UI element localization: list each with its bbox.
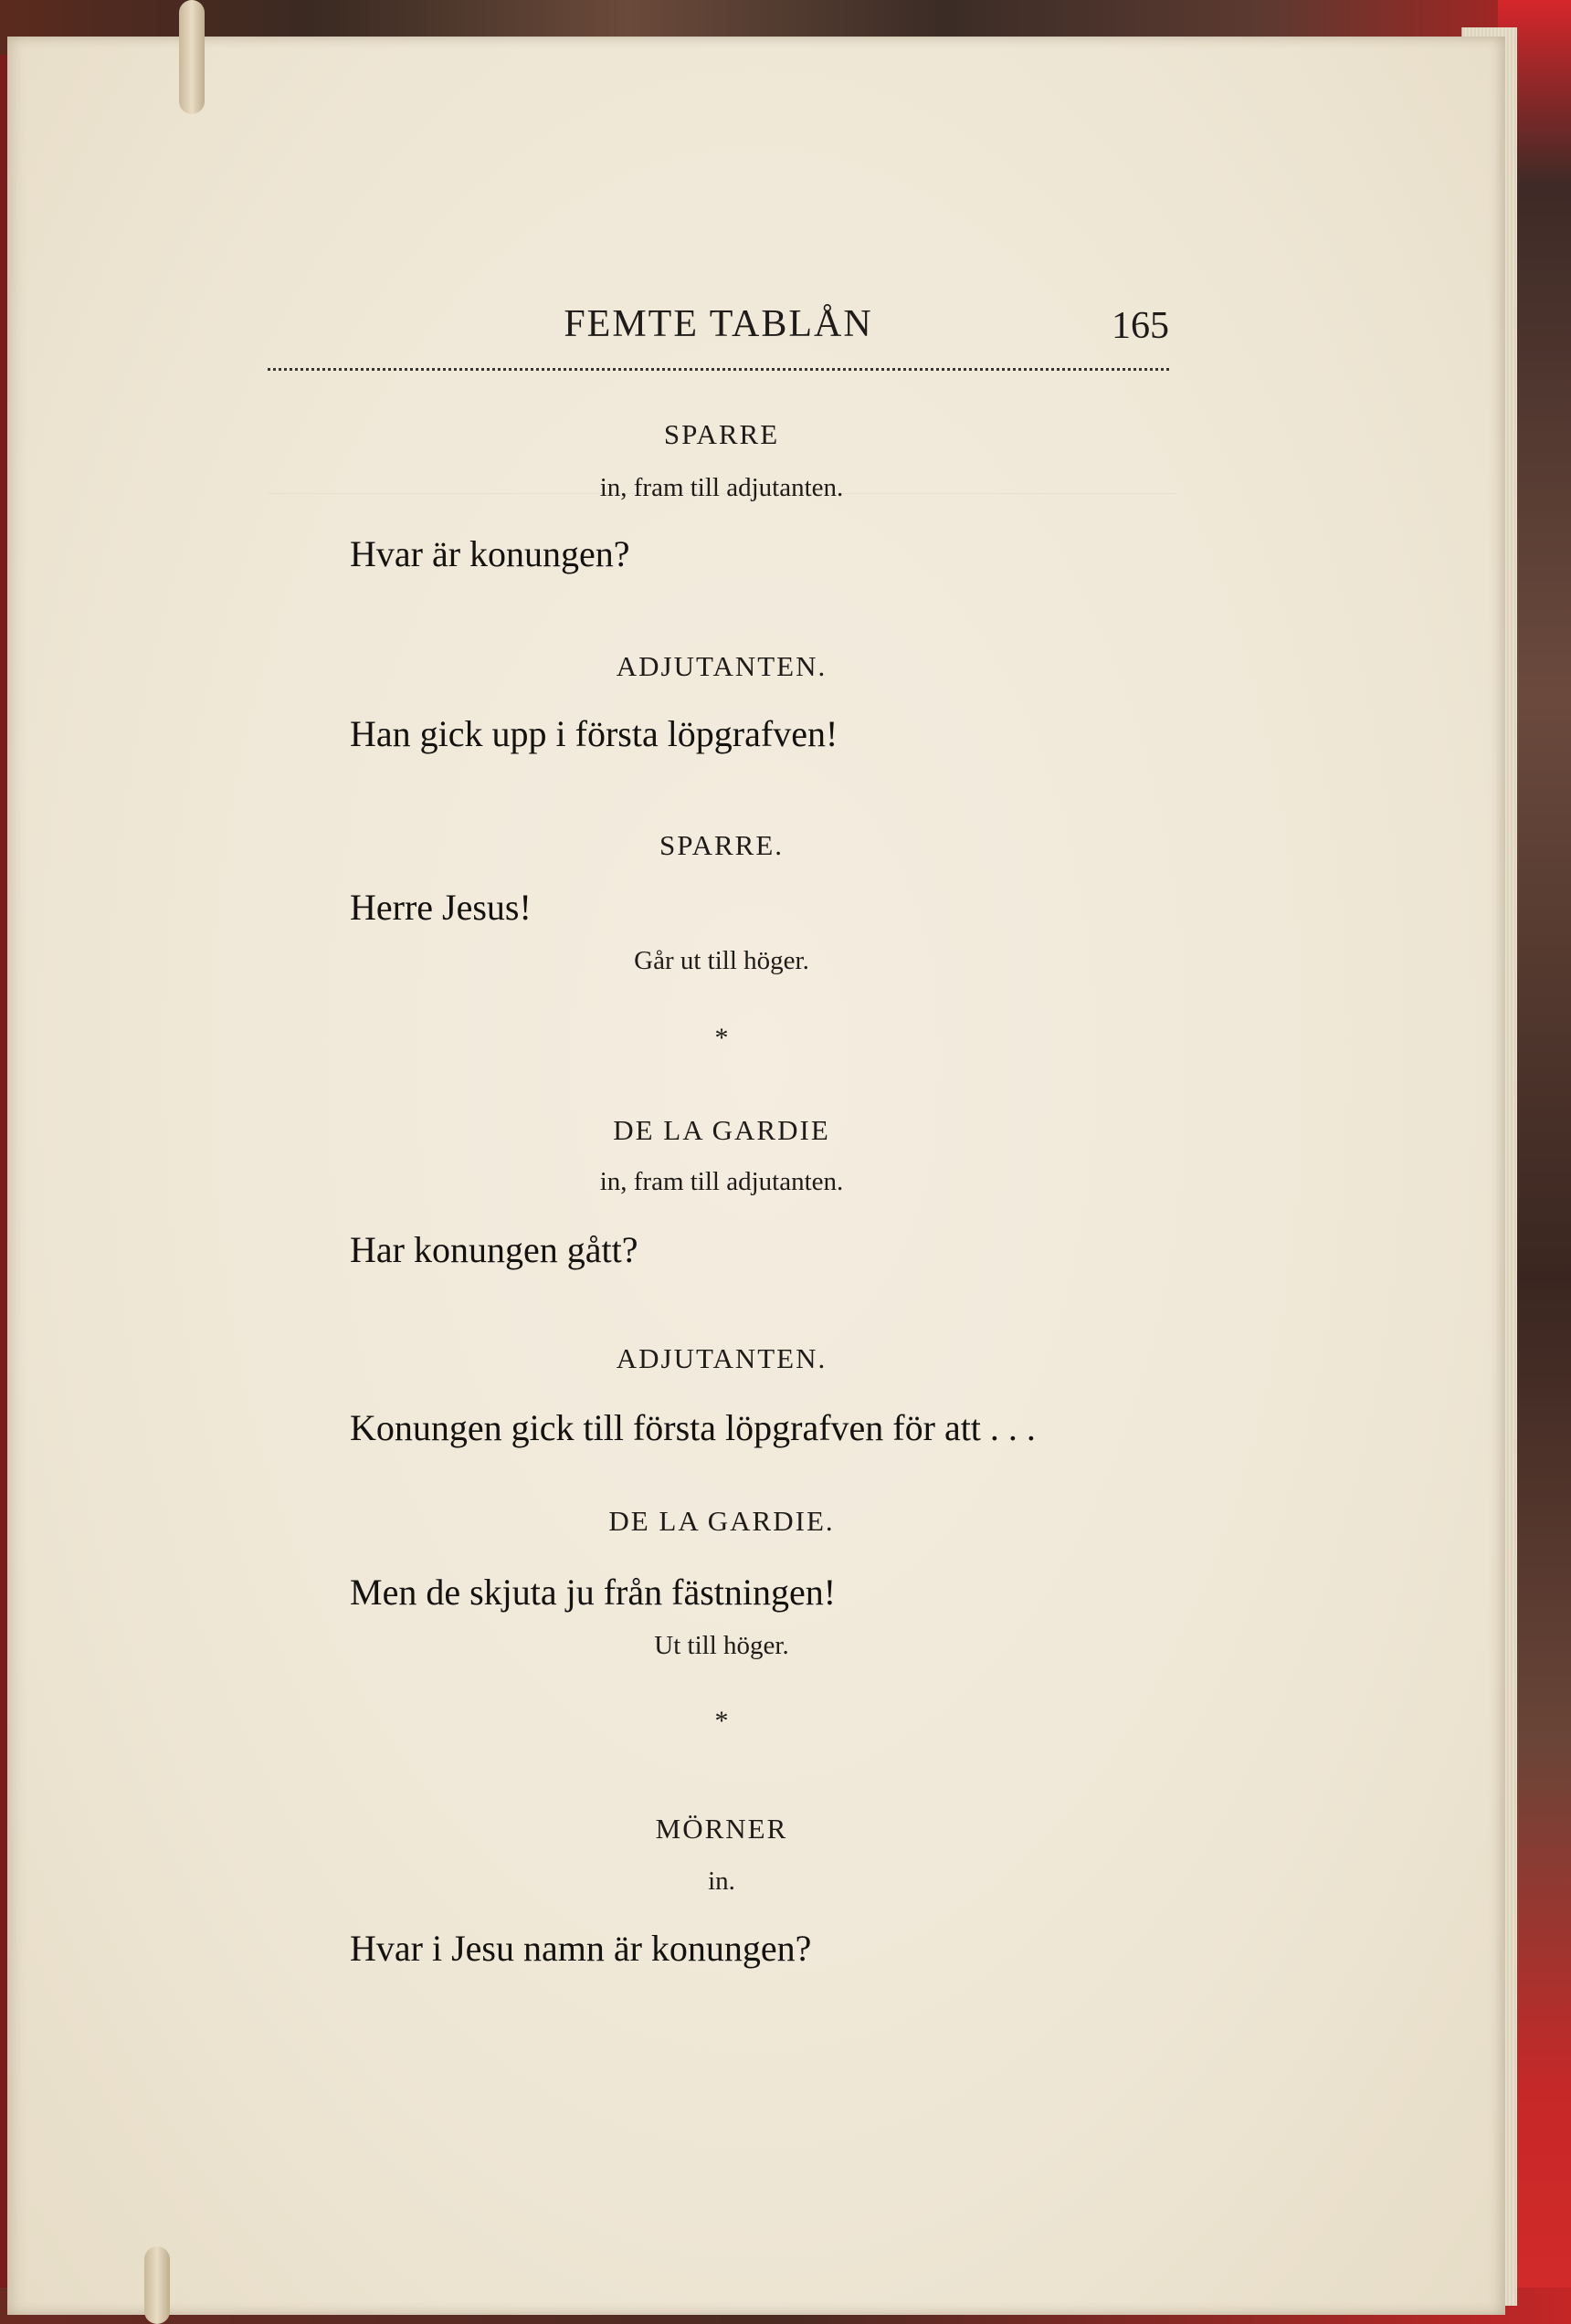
dialogue-line: Konungen gick till första löpgrafven för att . . . — [350, 1407, 1036, 1448]
bookmark-ribbon-bottom — [144, 2246, 170, 2324]
dialogue-line: Men de skjuta ju från fästningen! — [350, 1572, 837, 1613]
dialogue-line: Han gick upp i första löpgrafven! — [350, 713, 838, 754]
speaker-name: DE LA GARDIE — [613, 1114, 830, 1146]
page-number: 165 — [1112, 305, 1169, 347]
stage-direction: in, fram till adjutanten. — [599, 473, 844, 502]
stage-direction: in. — [708, 1867, 735, 1896]
dialogue-line: Hvar i Jesu namn är konungen? — [350, 1928, 812, 1969]
speaker-name: ADJUTANTEN. — [616, 650, 828, 682]
dialogue-line: Har konungen gått? — [350, 1229, 638, 1270]
speaker-name: MÖRNER — [655, 1813, 788, 1845]
stage-direction: in, fram till adjutanten. — [599, 1167, 844, 1196]
bookmark-ribbon-top — [179, 0, 205, 114]
stage-direction: Går ut till höger. — [634, 946, 809, 975]
running-header — [268, 297, 1169, 371]
stage-direction: Ut till höger. — [654, 1631, 789, 1660]
scene-separator: * — [714, 1023, 729, 1053]
speaker-name: SPARRE — [663, 418, 780, 450]
dialogue-line: Herre Jesus! — [350, 887, 532, 928]
running-title: FEMTE TABLÅN — [564, 303, 873, 345]
dialogue-line: Hvar är konungen? — [350, 533, 630, 574]
speaker-name: ADJUTANTEN. — [616, 1342, 828, 1374]
speaker-name: DE LA GARDIE. — [608, 1505, 835, 1537]
speaker-name: SPARRE. — [659, 829, 785, 861]
scene-separator: * — [714, 1706, 729, 1736]
